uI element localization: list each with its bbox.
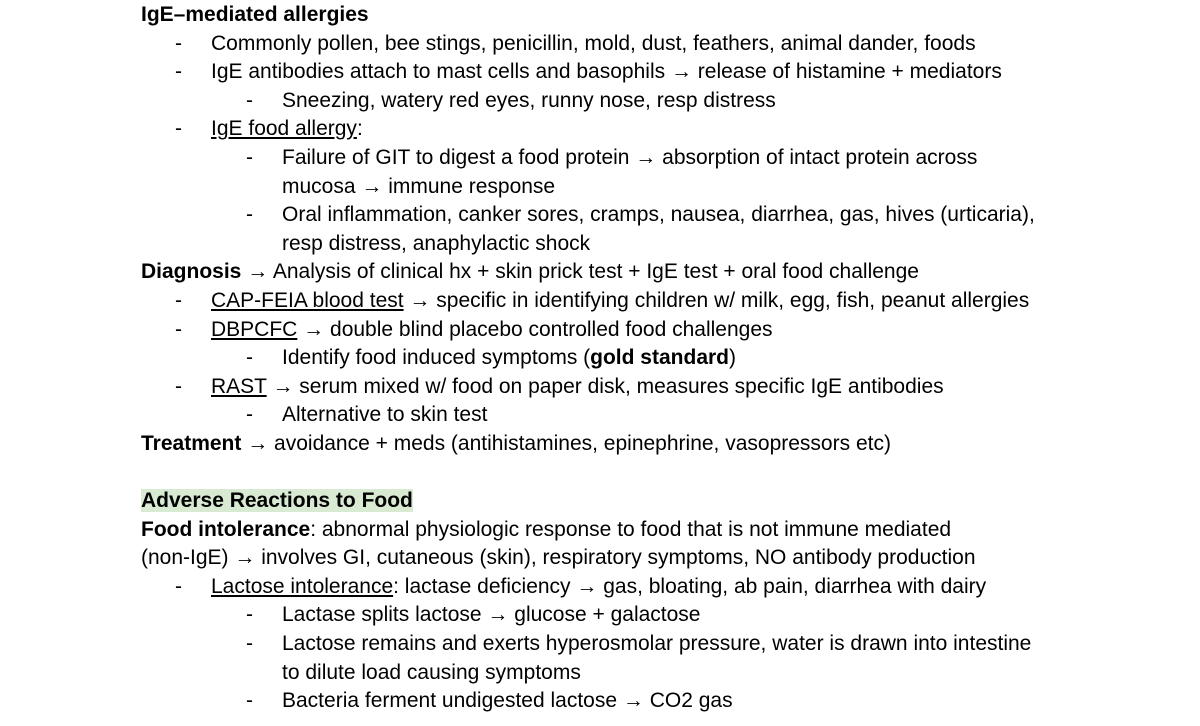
food-intolerance-label: Food intolerance — [141, 517, 311, 541]
list-item — [141, 401, 1200, 430]
bullet-dash: - — [175, 574, 182, 598]
lactose-intolerance-label: Lactose intolerance — [211, 574, 394, 598]
gold-standard-text: gold standard — [590, 346, 729, 370]
ige-heading — [141, 1, 1200, 30]
list-item-text: Oral inflammation, canker sores, cramps, nausea, diarrhea, gas, hives (urticaria), — [282, 203, 1035, 227]
bullet-dash: - — [246, 145, 253, 169]
bullet-dash: - — [246, 88, 253, 112]
list-item-continuation — [141, 659, 1200, 688]
bullet-dash: - — [175, 60, 182, 84]
list-item — [141, 287, 1200, 316]
list-item-text: resp distress, anaphylactic shock — [282, 231, 591, 255]
treatment-line — [141, 430, 1200, 459]
list-item-text: Failure of GIT to digest a food protein → absorption of intact protein across — [282, 145, 978, 169]
list-item-text: Commonly pollen, bee stings, penicillin, mold, dust, feathers, animal dander, foods — [211, 31, 976, 55]
treatment-label: Treatment — [141, 431, 242, 455]
list-item-text: → double blind placebo controlled food challenges — [297, 317, 773, 341]
adverse-heading-text: Adverse Reactions to Food — [141, 489, 413, 513]
diagnosis-line — [141, 258, 1200, 287]
list-item — [141, 373, 1200, 402]
list-item — [141, 201, 1200, 230]
list-item — [141, 687, 1200, 716]
list-item-text: to dilute load causing symptoms — [282, 660, 581, 684]
list-item — [141, 630, 1200, 659]
list-item — [141, 115, 1200, 144]
adverse-heading — [141, 487, 1200, 516]
list-item-text: ) — [729, 346, 736, 370]
diagnosis-text: → Analysis of clinical hx + skin prick test + IgE test + oral food challenge — [241, 260, 919, 284]
bullet-dash: - — [175, 374, 182, 398]
intolerance-text: (non-IgE) → involves GI, cutaneous (skin), respiratory symptoms, NO antibody production — [141, 546, 976, 570]
cap-feia-label: CAP-FEIA blood test — [211, 288, 404, 312]
list-item — [141, 573, 1200, 602]
list-item-continuation — [141, 173, 1200, 202]
bullet-dash: - — [175, 117, 182, 141]
list-item-text: Sneezing, watery red eyes, runny nose, resp distress — [282, 88, 776, 112]
bullet-dash: - — [175, 317, 182, 341]
list-item-text: Identify food induced symptoms ( — [282, 346, 591, 370]
bullet-dash: - — [175, 288, 182, 312]
dbpcfc-label: DBPCFC — [211, 317, 298, 341]
bullet-dash: - — [246, 632, 253, 656]
bullet-dash: - — [246, 346, 253, 370]
list-item-text: IgE antibodies attach to mast cells and basophils → release of histamine + mediators — [211, 60, 1002, 84]
rast-label: RAST — [211, 374, 267, 398]
list-item — [141, 30, 1200, 59]
bullet-dash: - — [246, 203, 253, 227]
treatment-text: → avoidance + meds (antihistamines, epinephrine, vasopressors etc) — [241, 431, 891, 455]
list-item — [141, 87, 1200, 116]
food-allergy-label: IgE food allergy — [211, 117, 357, 141]
list-item — [141, 316, 1200, 345]
list-item — [141, 144, 1200, 173]
bullet-dash: - — [246, 403, 253, 427]
list-item-text: Lactase splits lactose → glucose + galactose — [282, 603, 701, 627]
list-item — [141, 601, 1200, 630]
list-item-text: Bacteria ferment undigested lactose → CO2 gas — [282, 689, 733, 713]
list-item-text: → serum mixed w/ food on paper disk, measures specific IgE antibodies — [266, 374, 944, 398]
bullet-dash: - — [175, 31, 182, 55]
ige-heading-text: IgE–mediated allergies — [141, 3, 369, 26]
bullet-dash: - — [246, 689, 253, 713]
intolerance-text: : abnormal physiologic response to food that is not immune mediated — [310, 517, 952, 541]
blank-line — [141, 459, 1200, 488]
food-allergy-colon: : — [356, 117, 363, 141]
list-item-text: Alternative to skin test — [282, 403, 488, 427]
intolerance-line — [141, 516, 1200, 545]
bullet-dash: - — [246, 603, 253, 627]
diagnosis-label: Diagnosis — [141, 260, 242, 284]
list-item — [141, 58, 1200, 87]
list-item-text: Lactose remains and exerts hyperosmolar pressure, water is drawn into intestine — [282, 632, 1032, 656]
list-item-text: mucosa → immune response — [282, 174, 556, 198]
list-item-text: : lactase deficiency → gas, bloating, ab pain, diarrhea with dairy — [393, 574, 987, 598]
intolerance-continuation — [141, 544, 1200, 573]
list-item-continuation — [141, 230, 1200, 259]
list-item — [141, 344, 1200, 373]
list-item-text: → specific in identifying children w/ milk, egg, fish, peanut allergies — [403, 288, 1030, 312]
